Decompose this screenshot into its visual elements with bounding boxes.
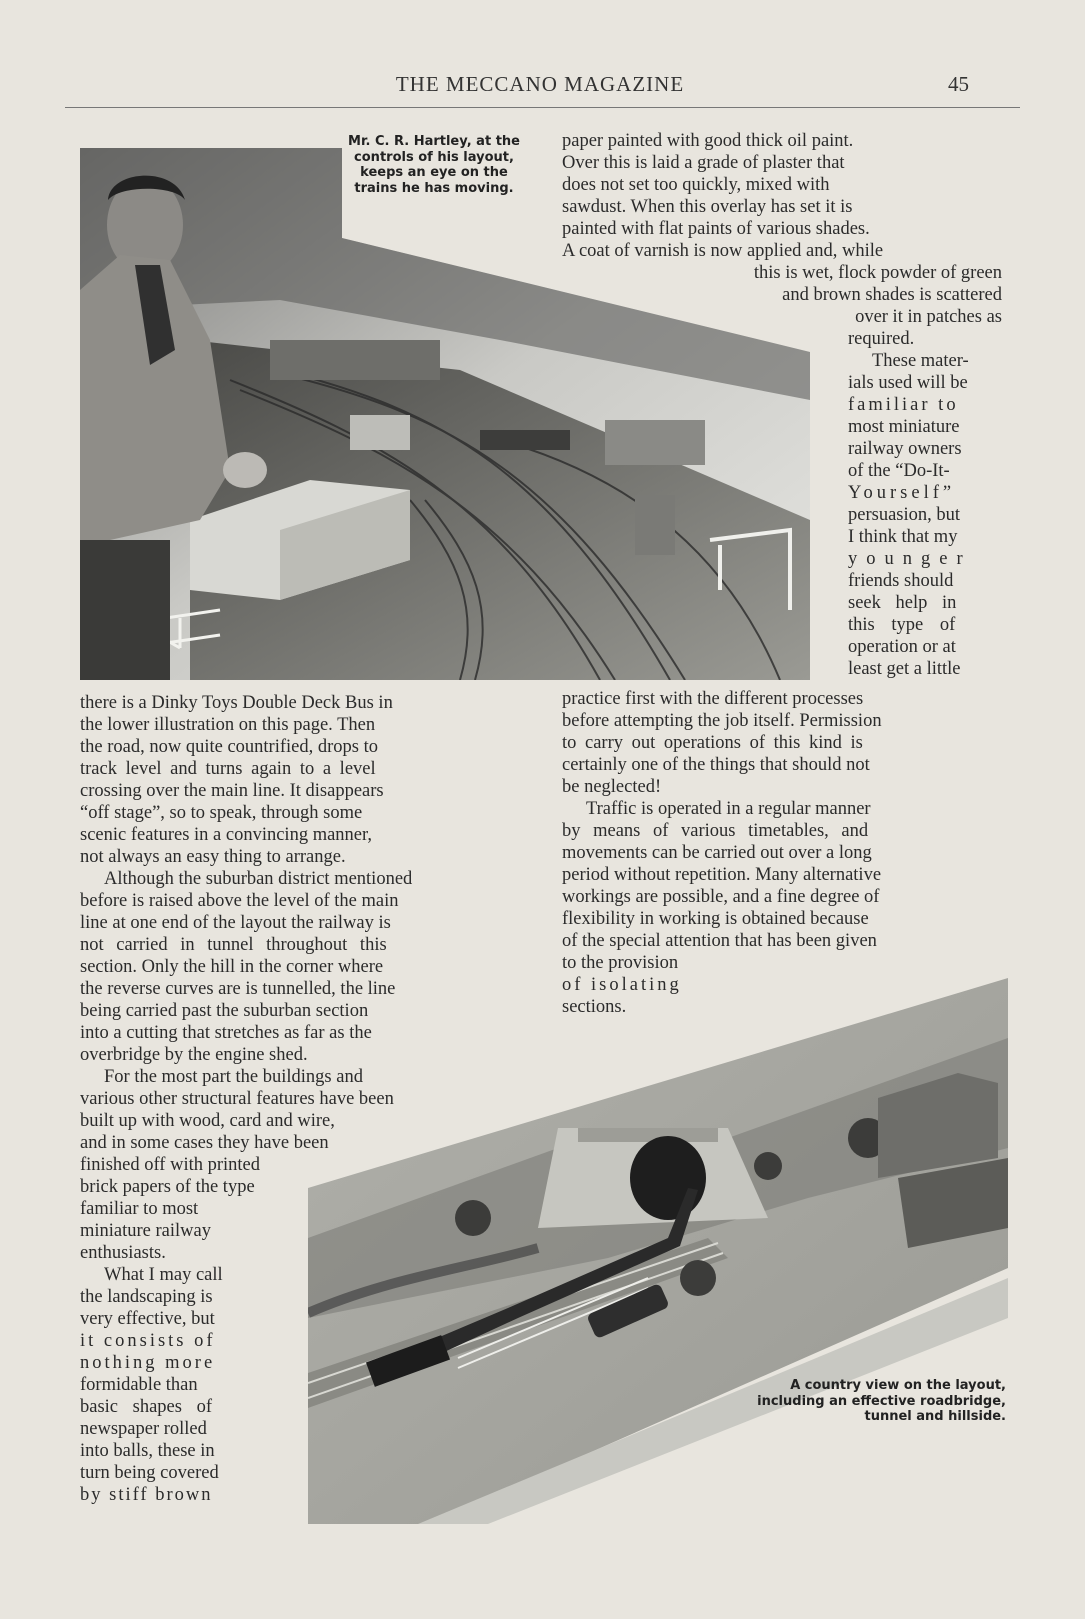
text-line: painted with flat paints of various shades. <box>562 219 870 239</box>
text-line: be neglected! <box>562 777 662 797</box>
text-line: period without repetition. Many alternative <box>562 865 882 885</box>
text-line: practice first with the different processes <box>562 689 864 709</box>
text-line: this type of <box>848 615 956 635</box>
text-line: section. Only the hill in the corner where <box>80 957 384 977</box>
text-line: line at one end of the layout the railway is <box>80 913 391 933</box>
text-line: finished off with printed <box>80 1155 261 1175</box>
text-line: workings are possible, and a fine degree of <box>562 887 880 907</box>
text-line: before is raised above the level of the main <box>80 891 399 911</box>
text-line: newspaper rolled <box>80 1419 207 1439</box>
text-line: crossing over the main line. It disappears <box>80 781 384 801</box>
text-line: These mater- <box>872 351 969 371</box>
text-line: various other structural features have been <box>80 1089 394 1109</box>
text-line: younger <box>848 549 972 569</box>
text-line: before attempting the job itself. Permission <box>562 711 882 731</box>
text-line: turn being covered <box>80 1463 219 1483</box>
text-line: most miniature <box>848 417 960 437</box>
text-line: this is wet, flock powder of green <box>753 263 1002 283</box>
text-line: formidable than <box>80 1375 198 1395</box>
text-line: What I may call <box>104 1265 223 1285</box>
text-line: the lower illustration on this page. Then <box>80 715 376 735</box>
header-rule <box>65 107 1020 108</box>
text-line: being carried past the suburban section <box>80 1001 369 1021</box>
text-line: flexibility in working is obtained because <box>562 909 869 929</box>
magazine-title: THE MECCANO MAGAZINE <box>395 72 685 96</box>
text-line: of the “Do-It- <box>848 461 950 481</box>
text-line: Although the suburban district mentioned <box>104 869 413 889</box>
bottom-photo <box>308 978 1008 1524</box>
text-line: not always an easy thing to arrange. <box>80 847 346 867</box>
text-line: sections. <box>562 997 627 1017</box>
text-line: track level and turns again to a level <box>80 759 376 779</box>
text-line: by stiff brown <box>80 1485 213 1505</box>
text-line: and in some cases they have been <box>80 1133 329 1153</box>
text-line: to carry out operations of this kind is <box>562 733 863 753</box>
text-line: the road, now quite countrified, drops to <box>80 737 378 757</box>
text-line: overbridge by the engine shed. <box>80 1045 308 1065</box>
text-line: familiar to <box>848 395 959 415</box>
page-number: 45 <box>948 72 969 96</box>
text-line: certainly one of the things that should not <box>562 755 870 775</box>
text-line: the reverse curves are is tunnelled, the line <box>80 979 396 999</box>
text-line: sawdust. When this overlay has set it is <box>562 197 853 217</box>
text-line: does not set too quickly, mixed with <box>562 175 830 195</box>
text-line: of the special attention that has been given <box>562 931 877 951</box>
text-line: paper painted with good thick oil paint. <box>562 131 854 151</box>
text-line: Yourself” <box>848 483 956 503</box>
text-line: Over this is laid a grade of plaster that <box>562 153 845 173</box>
text-line: scenic features in a convincing manner, <box>80 825 373 845</box>
text-line: I think that my <box>848 527 958 547</box>
text-line: “off stage”, so to speak, through some <box>80 803 363 823</box>
text-line: railway owners <box>848 439 962 459</box>
text-line: very effective, but <box>80 1309 215 1329</box>
text-line: there is a Dinky Toys Double Deck Bus in <box>80 693 393 713</box>
text-line: built up with wood, card and wire, <box>80 1111 335 1131</box>
text-line: into balls, these in <box>80 1441 215 1461</box>
text-line: seek help in <box>848 593 957 613</box>
text-line: A coat of varnish is now applied and, while <box>562 241 884 261</box>
text-line: miniature railway <box>80 1221 211 1241</box>
text-line: to the provision <box>562 953 679 973</box>
text-line: it consists of <box>80 1331 216 1351</box>
text-line: over it in patches as <box>855 307 1002 327</box>
text-line: operation or at <box>848 637 956 657</box>
text-line: not carried in tunnel throughout this <box>80 935 387 955</box>
text-line: For the most part the buildings and <box>104 1067 363 1087</box>
text-line: nothing more <box>80 1353 216 1373</box>
text-line: movements can be carried out over a long <box>562 843 872 863</box>
bottom-photo-caption: A country view on the layout, including an effective roadbridge, tunnel and hillside. <box>757 1378 1006 1425</box>
text-line: least get a little <box>848 659 961 679</box>
text-line: familiar to most <box>80 1199 199 1219</box>
text-line: enthusiasts. <box>80 1243 166 1263</box>
text-line: the landscaping is <box>80 1287 213 1307</box>
text-line: persuasion, but <box>848 505 961 525</box>
text-line: and brown shades is scattered <box>782 285 1002 305</box>
text-line: brick papers of the type <box>80 1177 255 1197</box>
top-photo-caption: Mr. C. R. Hartley, at the controls of his layout, keeps an eye on the trains he has moving. <box>348 134 520 196</box>
text-line: of isolating <box>562 975 682 995</box>
text-line: friends should <box>848 571 954 591</box>
text-line: by means of various timetables, and <box>562 821 869 841</box>
text-line: basic shapes of <box>80 1397 212 1417</box>
text-line: ials used will be <box>848 373 968 393</box>
text-line: required. <box>848 329 915 349</box>
text-line: Traffic is operated in a regular manner <box>586 799 871 819</box>
text-line: into a cutting that stretches as far as the <box>80 1023 372 1043</box>
